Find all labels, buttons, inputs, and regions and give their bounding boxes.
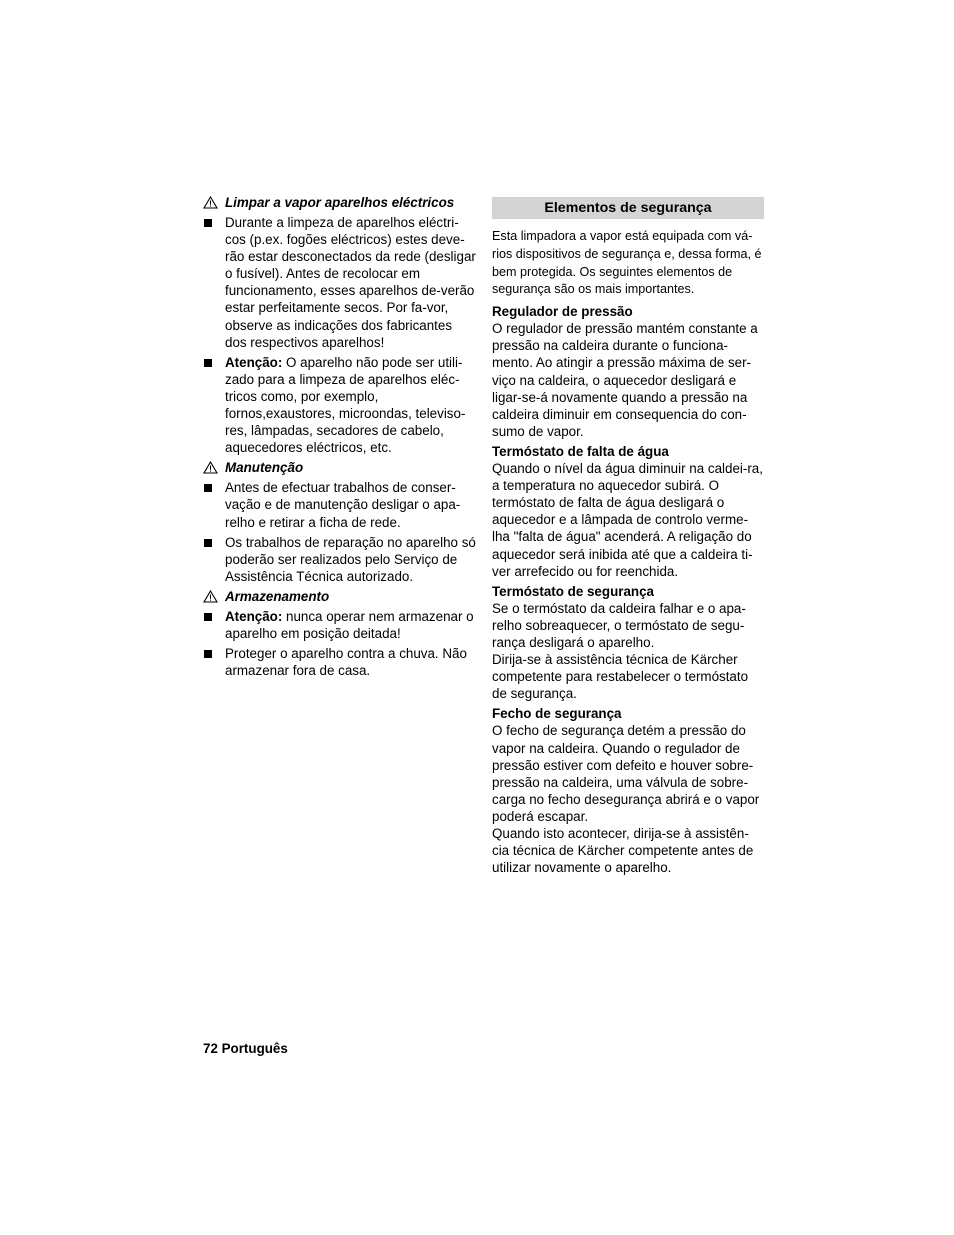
list-item-rest: nunca operar nem armazenar o aparelho em posição deitada! — [225, 608, 474, 641]
list-item-text: Proteger o aparelho contra a chuva. Não armazenar fora de casa. — [225, 646, 467, 679]
list-item-text — [225, 354, 477, 457]
warning-triangle-icon — [203, 590, 225, 603]
square-bullet-icon — [203, 608, 225, 642]
heading-text: Armazenamento — [225, 588, 330, 604]
intro-paragraph: Esta limpadora a vapor está equipada com vá-rios dispositivos de segurança e, dessa forma, é bem protegida. Os seguintes elementos de segurança são os mais importantes. — [492, 229, 762, 297]
list-item-text: Durante a limpeza de aparelhos eléctri-cos (p.ex. fogões eléctricos) estes deve-rão estar desconectados da rede (desligar o fusível). Antes de recolocar em funcionamento, esses aparelhos de-verão estar perfeitamente secos. Por fa-vor, observe as indicações dos fabricantes dos respectivos aparelhos! — [225, 215, 476, 350]
subheading-low-water-thermostat: Termóstato de falta de água — [492, 443, 669, 459]
square-bullet-icon — [203, 534, 225, 585]
list-item — [203, 214, 477, 351]
warning-heading-electrical — [203, 194, 477, 211]
right-column — [492, 194, 764, 876]
paragraph: Se o termóstato da caldeira falhar e o apa-relho sobreaquecer, o termóstato de segu-rança desligará o aparelho. — [492, 600, 746, 650]
paragraph: Quando o nível da água diminuir na caldei-ra, a temperatura no aquecedor subirá. O termóstato de falta de água desligará o aquecedor e a lâmpada de controlo verme-lha "falta de água" acenderá. A religação do aquecedor será inibida até que a caldeira ti-ver arrefecido ou for reenchida. — [492, 461, 763, 579]
left-column — [203, 194, 477, 682]
page-footer: 72 Português — [203, 1041, 288, 1056]
square-bullet-icon — [203, 214, 225, 351]
list-item-rest: O aparelho não pode ser utili-zado para a limpeza de aparelhos eléc-tricos como, por exemplo, fornos,exaustores, microondas, televiso-res, lâmpadas, secadores de cabelo, aquecedores eléctricos, etc. — [225, 354, 466, 456]
list-item-text: Os trabalhos de reparação no aparelho só poderão ser realizados pelo Serviço de Assistência Técnica autorizado. — [225, 534, 476, 584]
square-bullet-icon — [203, 645, 225, 679]
list-item-text — [225, 608, 477, 642]
warning-triangle-icon — [203, 461, 225, 474]
paragraph: O fecho de segurança detém a pressão do vapor na caldeira. Quando o regulador de pressão estiver com defeito e houver sobre-pressão na caldeira, uma válvula de sobre-carga no fecho desegurança abrirá e o vapor poderá escapar. — [492, 723, 760, 824]
square-bullet-icon — [203, 479, 225, 530]
paragraph: Dirija-se à assistência técnica de Kärcher competente para restabelecer o termóstato de segurança. — [492, 652, 749, 702]
list-item — [203, 354, 477, 457]
list-item — [203, 645, 477, 679]
heading-text: Manutenção — [225, 460, 304, 476]
list-item — [203, 608, 477, 642]
subheading-safety-thermostat: Termóstato de segurança — [492, 583, 654, 599]
warning-triangle-icon — [203, 196, 225, 209]
list-item — [203, 479, 477, 530]
attention-label: Atenção: — [225, 354, 283, 370]
section-heading: Elementos de segurança — [492, 197, 764, 219]
warning-heading-maintenance — [203, 459, 477, 476]
heading-text: Limpar a vapor aparelhos eléctricos — [225, 194, 455, 210]
square-bullet-icon — [203, 354, 225, 457]
paragraph: O regulador de pressão mantém constante a pressão na caldeira durante o funciona-mento. Ao atingir a pressão máxima de ser-viço na caldeira, o aquecedor desligará e ligar-se-á novamente quando a pressão na caldeira diminuir em consequencia do con-sumo de vapor. — [492, 321, 758, 439]
paragraph: Quando isto acontecer, dirija-se à assistên-cia técnica de Kärcher competente antes de utilizar novamente o aparelho. — [492, 826, 754, 876]
list-item-text: Antes de efectuar trabalhos de conser-vação e de manutenção desligar o apa-relho e retirar a ficha de rede. — [225, 480, 461, 530]
warning-heading-storage — [203, 588, 477, 605]
attention-label: Atenção: — [225, 608, 283, 624]
subheading-safety-lock: Fecho de segurança — [492, 706, 622, 722]
list-item — [203, 534, 477, 585]
subheading-pressure-regulator: Regulador de pressão — [492, 304, 633, 320]
